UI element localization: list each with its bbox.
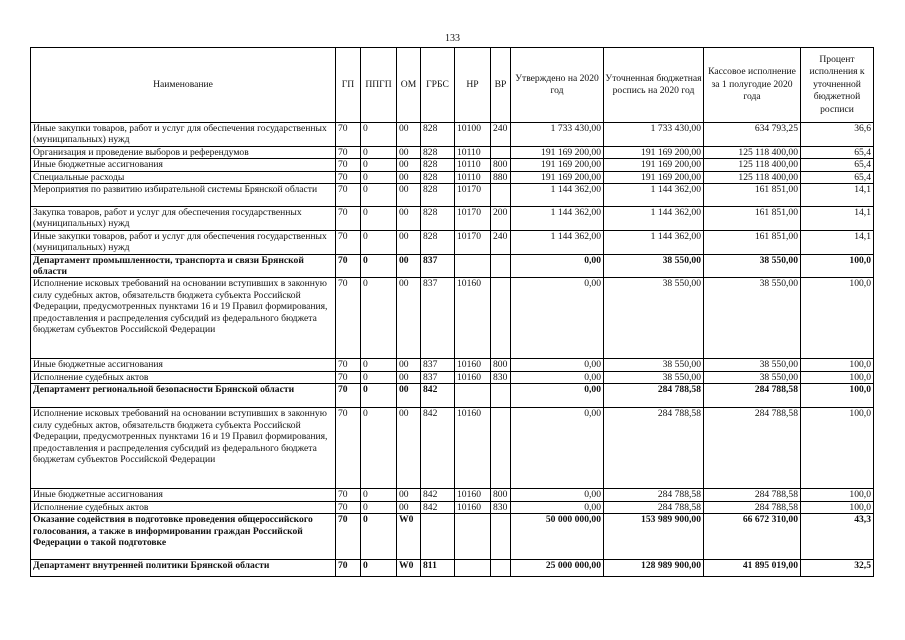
table-row [31, 384, 874, 408]
cell-gp: 70 [336, 278, 361, 359]
cell-name: Иные закупки товаров, работ и услуг для обеспечения государственных (муниципальных) нужд [31, 123, 336, 147]
header-ppgp: ППГП [361, 48, 397, 123]
cell-nr: 10160 [455, 408, 491, 489]
cell-grbs: 842 [421, 489, 455, 501]
cell-gp: 70 [336, 501, 361, 513]
cell-approved: 0,00 [511, 254, 604, 278]
header-cash: Кассовое исполнение за 1 полугодие 2020 года [704, 48, 801, 123]
header-vr: ВР [491, 48, 511, 123]
table-row [31, 371, 874, 383]
cell-vr: 830 [491, 371, 511, 383]
cell-gp: 70 [336, 560, 361, 577]
cell-ppgp: 0 [361, 384, 397, 408]
cell-nr: 10110 [455, 146, 491, 158]
cell-approved: 0,00 [511, 501, 604, 513]
table-row [31, 184, 874, 207]
cell-percent: 65,4 [801, 171, 874, 183]
cell-approved: 1 144 362,00 [511, 207, 604, 231]
cell-grbs: 828 [421, 171, 455, 183]
cell-percent: 100,0 [801, 254, 874, 278]
table-row [31, 278, 874, 359]
cell-om: 00 [397, 146, 421, 158]
cell-om: W0 [397, 514, 421, 560]
cell-vr [491, 184, 511, 207]
cell-percent: 32,5 [801, 560, 874, 577]
cell-name: Исполнение исковых требований на основании вступивших в законную силу судебных актов, обязательств бюджета субъекта Российской Федерации, предусмотренных пунктами 16 и 19 Правил формирования, предоставления и распределения субсидий из федерального бюджета бюджетам субъектов Российской Федерации [31, 278, 336, 359]
cell-refined: 38 550,00 [604, 371, 704, 383]
cell-grbs [421, 514, 455, 560]
cell-om: 00 [397, 123, 421, 147]
cell-cash: 161 851,00 [704, 184, 801, 207]
table-row [31, 359, 874, 371]
cell-nr: 10170 [455, 207, 491, 231]
cell-ppgp: 0 [361, 359, 397, 371]
header-name: Наименование [31, 48, 336, 123]
cell-nr [455, 560, 491, 577]
cell-approved: 191 169 200,00 [511, 159, 604, 171]
cell-percent: 65,4 [801, 159, 874, 171]
cell-percent: 14,1 [801, 230, 874, 254]
cell-grbs: 828 [421, 207, 455, 231]
cell-percent: 100,0 [801, 278, 874, 359]
cell-gp: 70 [336, 371, 361, 383]
cell-refined: 153 989 900,00 [604, 514, 704, 560]
cell-gp: 70 [336, 184, 361, 207]
cell-refined: 128 989 900,00 [604, 560, 704, 577]
cell-cash: 284 788,58 [704, 384, 801, 408]
cell-nr [455, 384, 491, 408]
cell-approved: 25 000 000,00 [511, 560, 604, 577]
cell-refined: 38 550,00 [604, 254, 704, 278]
cell-grbs: 837 [421, 278, 455, 359]
header-percent: Процент исполнения к уточненной бюджетной росписи [801, 48, 874, 123]
cell-vr [491, 514, 511, 560]
table-row [31, 514, 874, 560]
cell-refined: 38 550,00 [604, 359, 704, 371]
cell-vr: 880 [491, 171, 511, 183]
cell-vr [491, 278, 511, 359]
cell-grbs: 837 [421, 359, 455, 371]
cell-gp: 70 [336, 230, 361, 254]
cell-grbs: 842 [421, 501, 455, 513]
cell-nr: 10160 [455, 359, 491, 371]
cell-gp: 70 [336, 359, 361, 371]
cell-nr: 10170 [455, 184, 491, 207]
cell-cash: 38 550,00 [704, 359, 801, 371]
cell-ppgp: 0 [361, 501, 397, 513]
cell-percent: 100,0 [801, 384, 874, 408]
table-row [31, 501, 874, 513]
cell-cash: 284 788,58 [704, 501, 801, 513]
cell-approved: 1 144 362,00 [511, 230, 604, 254]
cell-vr [491, 146, 511, 158]
table-row [31, 230, 874, 254]
cell-ppgp: 0 [361, 207, 397, 231]
cell-name: Иные бюджетные ассигнования [31, 359, 336, 371]
page-number: 133 [445, 33, 460, 44]
table-header-row [31, 48, 874, 123]
cell-nr [455, 514, 491, 560]
cell-om: 00 [397, 501, 421, 513]
cell-cash: 38 550,00 [704, 254, 801, 278]
cell-cash: 38 550,00 [704, 371, 801, 383]
cell-name: Департамент региональной безопасности Брянской области [31, 384, 336, 408]
cell-ppgp: 0 [361, 230, 397, 254]
cell-name: Исполнение судебных актов [31, 371, 336, 383]
cell-percent: 65,4 [801, 146, 874, 158]
cell-percent: 100,0 [801, 489, 874, 501]
cell-vr: 800 [491, 359, 511, 371]
cell-vr: 800 [491, 159, 511, 171]
cell-refined: 1 144 362,00 [604, 207, 704, 231]
cell-om: 00 [397, 159, 421, 171]
cell-vr: 240 [491, 230, 511, 254]
cell-nr: 10160 [455, 501, 491, 513]
cell-nr: 10110 [455, 171, 491, 183]
cell-gp: 70 [336, 159, 361, 171]
cell-gp: 70 [336, 408, 361, 489]
header-approved: Утверждено на 2020 год [511, 48, 604, 123]
cell-approved: 191 169 200,00 [511, 146, 604, 158]
cell-refined: 284 788,58 [604, 384, 704, 408]
cell-grbs: 828 [421, 159, 455, 171]
cell-grbs: 828 [421, 123, 455, 147]
cell-approved: 0,00 [511, 408, 604, 489]
cell-om: 00 [397, 371, 421, 383]
cell-gp: 70 [336, 171, 361, 183]
cell-vr: 800 [491, 489, 511, 501]
cell-nr: 10100 [455, 123, 491, 147]
cell-vr: 200 [491, 207, 511, 231]
cell-grbs: 837 [421, 371, 455, 383]
cell-percent: 100,0 [801, 359, 874, 371]
cell-ppgp: 0 [361, 159, 397, 171]
cell-approved: 1 733 430,00 [511, 123, 604, 147]
cell-cash: 125 118 400,00 [704, 159, 801, 171]
cell-name: Иные бюджетные ассигнования [31, 159, 336, 171]
table-row [31, 560, 874, 577]
cell-om: W0 [397, 560, 421, 577]
cell-ppgp: 0 [361, 171, 397, 183]
table-row [31, 159, 874, 171]
cell-grbs: 828 [421, 184, 455, 207]
cell-percent: 43,3 [801, 514, 874, 560]
cell-name: Оказание содействия в подготовке проведения общероссийского голосования, а также в информировании граждан Российской Федерации о такой подготовке [31, 514, 336, 560]
cell-ppgp: 0 [361, 278, 397, 359]
cell-nr: 10160 [455, 489, 491, 501]
cell-vr: 830 [491, 501, 511, 513]
cell-grbs: 837 [421, 254, 455, 278]
cell-gp: 70 [336, 489, 361, 501]
cell-ppgp: 0 [361, 254, 397, 278]
cell-refined: 38 550,00 [604, 278, 704, 359]
table-row [31, 254, 874, 278]
cell-ppgp: 0 [361, 489, 397, 501]
table-row [31, 146, 874, 158]
cell-om: 00 [397, 207, 421, 231]
cell-grbs: 811 [421, 560, 455, 577]
cell-refined: 284 788,58 [604, 408, 704, 489]
cell-vr [491, 560, 511, 577]
cell-om: 00 [397, 384, 421, 408]
cell-cash: 284 788,58 [704, 408, 801, 489]
header-grbs: ГРБС [421, 48, 455, 123]
cell-cash: 38 550,00 [704, 278, 801, 359]
cell-percent: 14,1 [801, 184, 874, 207]
cell-grbs: 828 [421, 230, 455, 254]
header-refined: Уточненная бюджетная роспись на 2020 год [604, 48, 704, 123]
cell-om: 00 [397, 171, 421, 183]
cell-name: Департамент внутренней политики Брянской области [31, 560, 336, 577]
cell-percent: 100,0 [801, 408, 874, 489]
cell-name: Департамент промышленности, транспорта и связи Брянской области [31, 254, 336, 278]
cell-percent: 36,6 [801, 123, 874, 147]
cell-cash: 125 118 400,00 [704, 171, 801, 183]
table-row [31, 207, 874, 231]
cell-om: 00 [397, 359, 421, 371]
cell-name: Иные бюджетные ассигнования [31, 489, 336, 501]
cell-grbs: 828 [421, 146, 455, 158]
cell-refined: 284 788,58 [604, 501, 704, 513]
cell-nr: 10160 [455, 278, 491, 359]
cell-approved: 50 000 000,00 [511, 514, 604, 560]
cell-ppgp: 0 [361, 123, 397, 147]
cell-om: 00 [397, 489, 421, 501]
table-row [31, 171, 874, 183]
cell-ppgp: 0 [361, 408, 397, 489]
cell-approved: 0,00 [511, 359, 604, 371]
cell-cash: 125 118 400,00 [704, 146, 801, 158]
cell-refined: 284 788,58 [604, 489, 704, 501]
cell-cash: 284 788,58 [704, 489, 801, 501]
cell-gp: 70 [336, 384, 361, 408]
cell-om: 00 [397, 254, 421, 278]
cell-nr: 10160 [455, 371, 491, 383]
cell-vr [491, 254, 511, 278]
header-nr: НР [455, 48, 491, 123]
cell-grbs: 842 [421, 408, 455, 489]
cell-name: Исполнение исковых требований на основании вступивших в законную силу судебных актов, обязательств бюджета субъекта Российской Федерации, предусмотренных пунктами 16 и 19 Правил формирования, предоставления и распределения субсидий из федерального бюджета бюджетам субъектов Российской Федерации [31, 408, 336, 489]
cell-cash: 161 851,00 [704, 207, 801, 231]
cell-percent: 100,0 [801, 501, 874, 513]
cell-nr [455, 254, 491, 278]
cell-refined: 1 733 430,00 [604, 123, 704, 147]
cell-approved: 1 144 362,00 [511, 184, 604, 207]
cell-ppgp: 0 [361, 146, 397, 158]
cell-vr: 240 [491, 123, 511, 147]
cell-ppgp: 0 [361, 560, 397, 577]
cell-approved: 191 169 200,00 [511, 171, 604, 183]
cell-refined: 1 144 362,00 [604, 230, 704, 254]
cell-name: Мероприятия по развитию избирательной системы Брянской области [31, 184, 336, 207]
header-gp: ГП [336, 48, 361, 123]
cell-grbs: 842 [421, 384, 455, 408]
cell-name: Специальные расходы [31, 171, 336, 183]
cell-om: 00 [397, 408, 421, 489]
cell-approved: 0,00 [511, 384, 604, 408]
cell-vr [491, 384, 511, 408]
cell-cash: 41 895 019,00 [704, 560, 801, 577]
cell-name: Организация и проведение выборов и референдумов [31, 146, 336, 158]
budget-execution-table [30, 47, 874, 577]
cell-refined: 191 169 200,00 [604, 146, 704, 158]
cell-gp: 70 [336, 254, 361, 278]
cell-ppgp: 0 [361, 514, 397, 560]
cell-vr [491, 408, 511, 489]
cell-om: 00 [397, 184, 421, 207]
cell-gp: 70 [336, 207, 361, 231]
cell-ppgp: 0 [361, 371, 397, 383]
cell-name: Закупка товаров, работ и услуг для обеспечения государственных (муниципальных) нужд [31, 207, 336, 231]
cell-name: Исполнение судебных актов [31, 501, 336, 513]
cell-refined: 191 169 200,00 [604, 171, 704, 183]
cell-approved: 0,00 [511, 278, 604, 359]
table-row [31, 123, 874, 147]
cell-percent: 100,0 [801, 371, 874, 383]
cell-om: 00 [397, 230, 421, 254]
cell-cash: 66 672 310,00 [704, 514, 801, 560]
cell-refined: 1 144 362,00 [604, 184, 704, 207]
table-body [31, 123, 874, 577]
cell-ppgp: 0 [361, 184, 397, 207]
cell-cash: 634 793,25 [704, 123, 801, 147]
cell-percent: 14,1 [801, 207, 874, 231]
cell-om: 00 [397, 278, 421, 359]
table-row [31, 489, 874, 501]
cell-approved: 0,00 [511, 371, 604, 383]
cell-gp: 70 [336, 514, 361, 560]
cell-cash: 161 851,00 [704, 230, 801, 254]
cell-gp: 70 [336, 146, 361, 158]
header-om: ОМ [397, 48, 421, 123]
cell-refined: 191 169 200,00 [604, 159, 704, 171]
cell-name: Иные закупки товаров, работ и услуг для обеспечения государственных (муниципальных) нужд [31, 230, 336, 254]
cell-approved: 0,00 [511, 489, 604, 501]
cell-nr: 10170 [455, 230, 491, 254]
table-row [31, 408, 874, 489]
cell-gp: 70 [336, 123, 361, 147]
cell-nr: 10110 [455, 159, 491, 171]
